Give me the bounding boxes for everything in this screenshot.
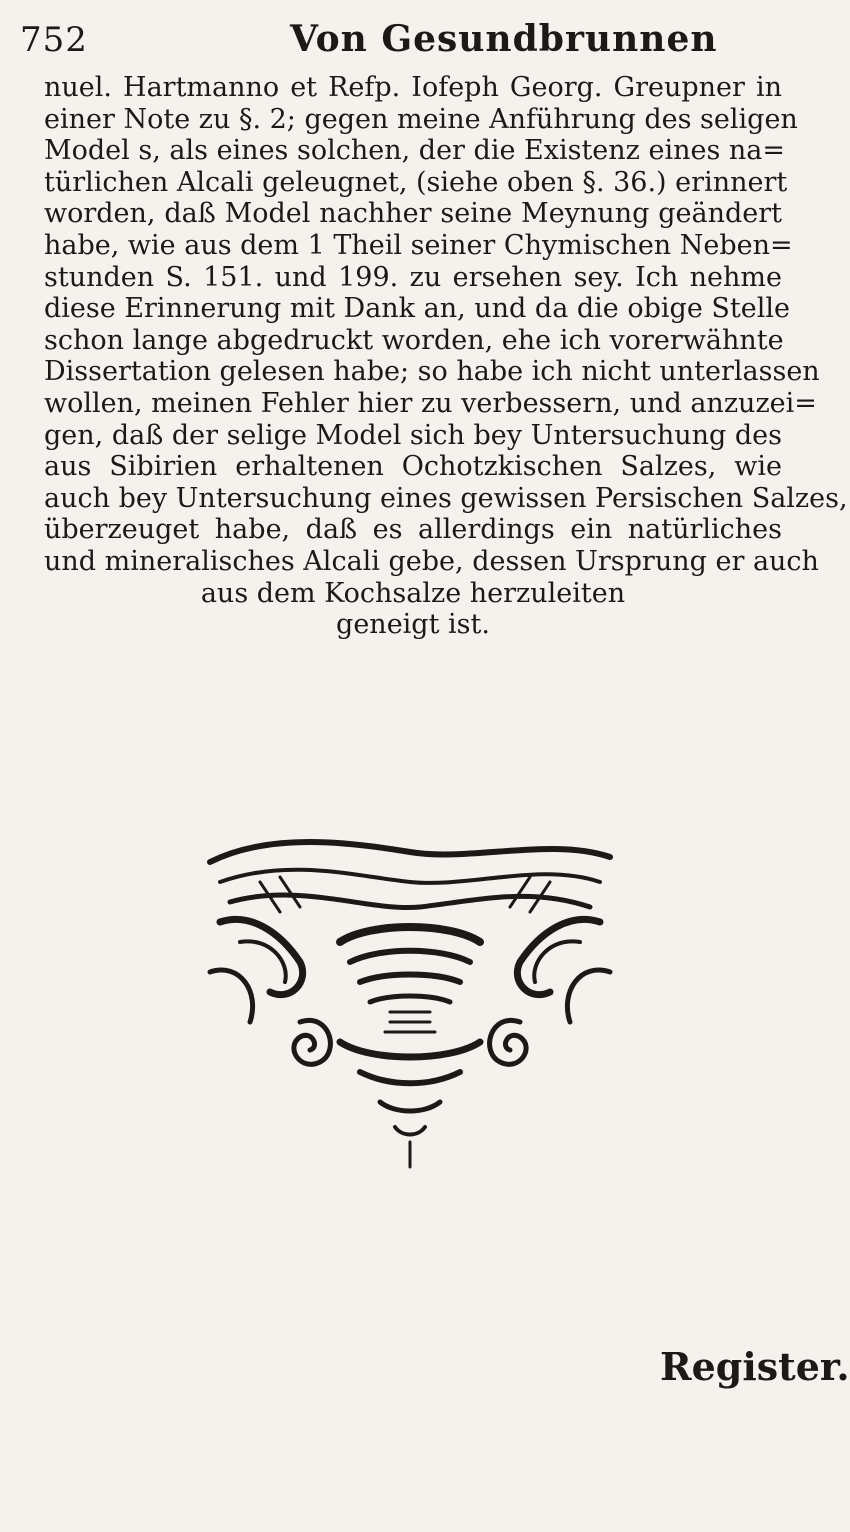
text-line: habe, wie aus dem 1 Theil seiner Chymischen Neben= [44, 229, 793, 261]
text-line: nuel. Hartmanno et Refp. Iofeph Georg. Greupner in [44, 72, 782, 103]
text-line: Dissertation gelesen habe; so habe ich nicht unterlassen [44, 356, 820, 388]
text-line: türlichen Alcali geleugnet, (siehe oben §. 36.) erinnert [44, 166, 788, 198]
text-line: geneigt ist. [336, 609, 490, 641]
text-line: gen, daß der selige Model sich bey Untersuchung des [44, 419, 782, 451]
text-line: aus dem Kochsalze herzuleiten [200, 577, 626, 609]
text-line: und mineralisches Alcali gebe, dessen Ursprung er auch [44, 545, 819, 577]
text-line: einer Note zu §. 2; gegen meine Anführung des seligen [44, 103, 798, 135]
text-line: überzeuget habe, daß es allerdings ein natürliches [44, 514, 782, 546]
text-line: schon lange abgedruckt worden, ehe ich vorerwähnte [44, 324, 784, 356]
text-line: auch bey Untersuchung eines gewissen Persischen Salzes, [44, 482, 848, 514]
text-line: worden, daß Model nachher seine Meynung geändert [44, 198, 782, 230]
text-line: Model s, als eines solchen, der die Existenz eines na= [44, 135, 785, 167]
ornamental-vignette-icon [190, 822, 630, 1182]
text-line: stunden S. 151. und 199. zu ersehen sey. Ich nehme [44, 261, 782, 293]
text-line: wollen, meinen Fehler hier zu verbessern, und anzuzei= [44, 387, 817, 419]
text-line: diese Erinnerung mit Dank an, und da die obige Stelle [44, 293, 790, 325]
page-header [0, 14, 801, 62]
text-line: aus Sibirien erhaltenen Ochotzkischen Salzes, wie [44, 451, 782, 483]
catchword: Register. [660, 1344, 850, 1389]
body-text [44, 72, 848, 641]
running-title: Von Gesundbrunnen [290, 18, 718, 60]
page-number: 752 [20, 20, 88, 60]
